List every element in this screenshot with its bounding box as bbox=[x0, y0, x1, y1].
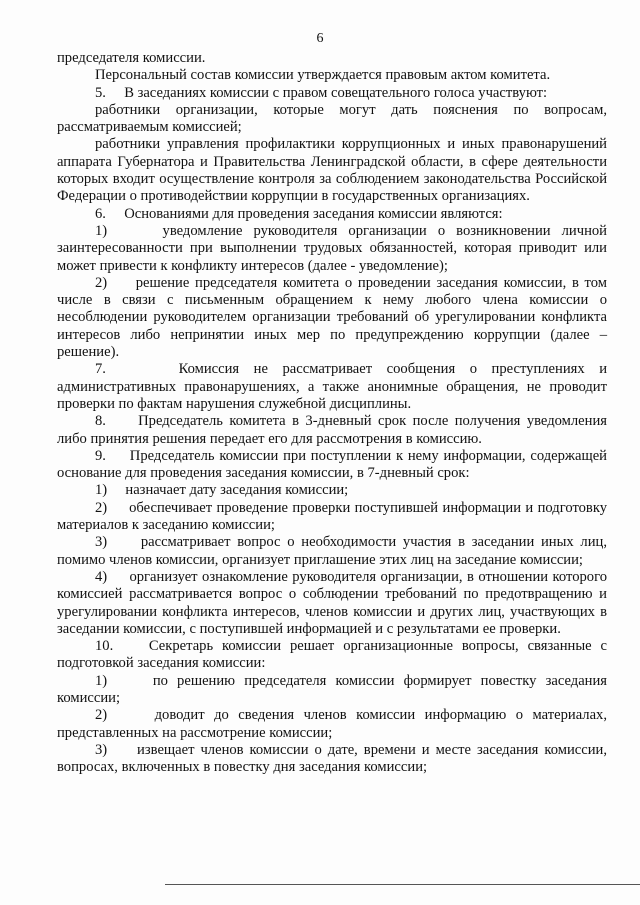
list-item: 3) рассматривает вопрос о необходимости участия в заседании иных лиц, помимо членов комиссии, организует приглашение этих лиц на заседание комиссии; bbox=[57, 534, 607, 568]
paragraph: работники организации, которые могут дать пояснения по вопросам, рассматриваемым комиссией; bbox=[57, 101, 607, 136]
list-item: 2) решение председателя комитета о проведении заседания комиссии, в том числе в связи с письменным обращением к нему любого члена комиссии о несоблюдении руководителем организации требований об урегулировании конфликта интересов либо непринятии иных мер по предупреждению коррупции (далее – решение). bbox=[57, 274, 607, 361]
list-item: 1) уведомление руководителя организации о возникновении личной заинтересованности при выполнении трудовых обязанностей, которая приводит или может привести к конфликту интересов (далее - уведомление); bbox=[57, 222, 607, 274]
paragraph-clause-9: 9. Председатель комиссии при поступлении к нему информации, содержащей основание для проведения заседания комиссии, в 7-дневный срок: bbox=[57, 447, 607, 482]
paragraph: Персональный состав комиссии утверждается правовым актом комитета. bbox=[95, 67, 551, 84]
document-body bbox=[57, 50, 607, 776]
paragraph-clause-10: 10. Секретарь комиссии решает организационные вопросы, связанные с подготовкой заседания комиссии: bbox=[57, 638, 607, 672]
list-item: 2) обеспечивает проведение проверки поступившей информации и подготовку материалов к заседанию комиссии; bbox=[57, 499, 607, 534]
page-number: 6 bbox=[316, 31, 324, 46]
paragraph: председателя комиссии. bbox=[57, 50, 206, 66]
paragraph-clause-6: 6. Основаниями для проведения заседания комиссии являются: bbox=[95, 205, 503, 222]
list-item: 4) организует ознакомление руководителя организации, в отношении которого комиссией рассматривается вопрос о соблюдении требований по предотвращению и урегулировании конфликта интересов, членов комиссии и других лиц, участвующих в заседании комиссии, с поступившей информацией и с результатами ее проверки. bbox=[57, 568, 607, 637]
paragraph-clause-8: 8. Председатель комитета в 3-дневный срок после получения уведомления либо принятия решения передает его для рассмотрения в комиссию. bbox=[57, 413, 607, 447]
footer-divider bbox=[165, 884, 640, 885]
paragraph-clause-7: 7. Комиссия не рассматривает сообщения о преступлениях и административных правонарушениях, а также анонимные обращения, не проводит проверки по фактам нарушения служебной дисциплины. bbox=[57, 361, 607, 412]
paragraph-clause-5: 5. В заседаниях комиссии с правом совещательного голоса участвуют: bbox=[95, 84, 548, 101]
paragraph: работники управления профилактики коррупционных и иных правонарушений аппарата Губернатора и Правительства Ленинградской области, в сфере деятельности которых входит осуществление контроля за соблюдением законодательства Российской Федерации о противодействии коррупции в государственных организациях. bbox=[57, 136, 607, 205]
list-item: 3) извещает членов комиссии о дате, времени и месте заседания комиссии, вопросах, включенных в повестку дня заседания комиссии; bbox=[57, 741, 607, 776]
list-item: 2) доводит до сведения членов комиссии информацию о материалах, представленных на рассмотрение комиссии; bbox=[57, 707, 607, 741]
list-item: 1) по решению председателя комиссии формирует повестку заседания комиссии; bbox=[57, 672, 607, 706]
list-item: 1) назначает дату заседания комиссии; bbox=[95, 482, 349, 499]
